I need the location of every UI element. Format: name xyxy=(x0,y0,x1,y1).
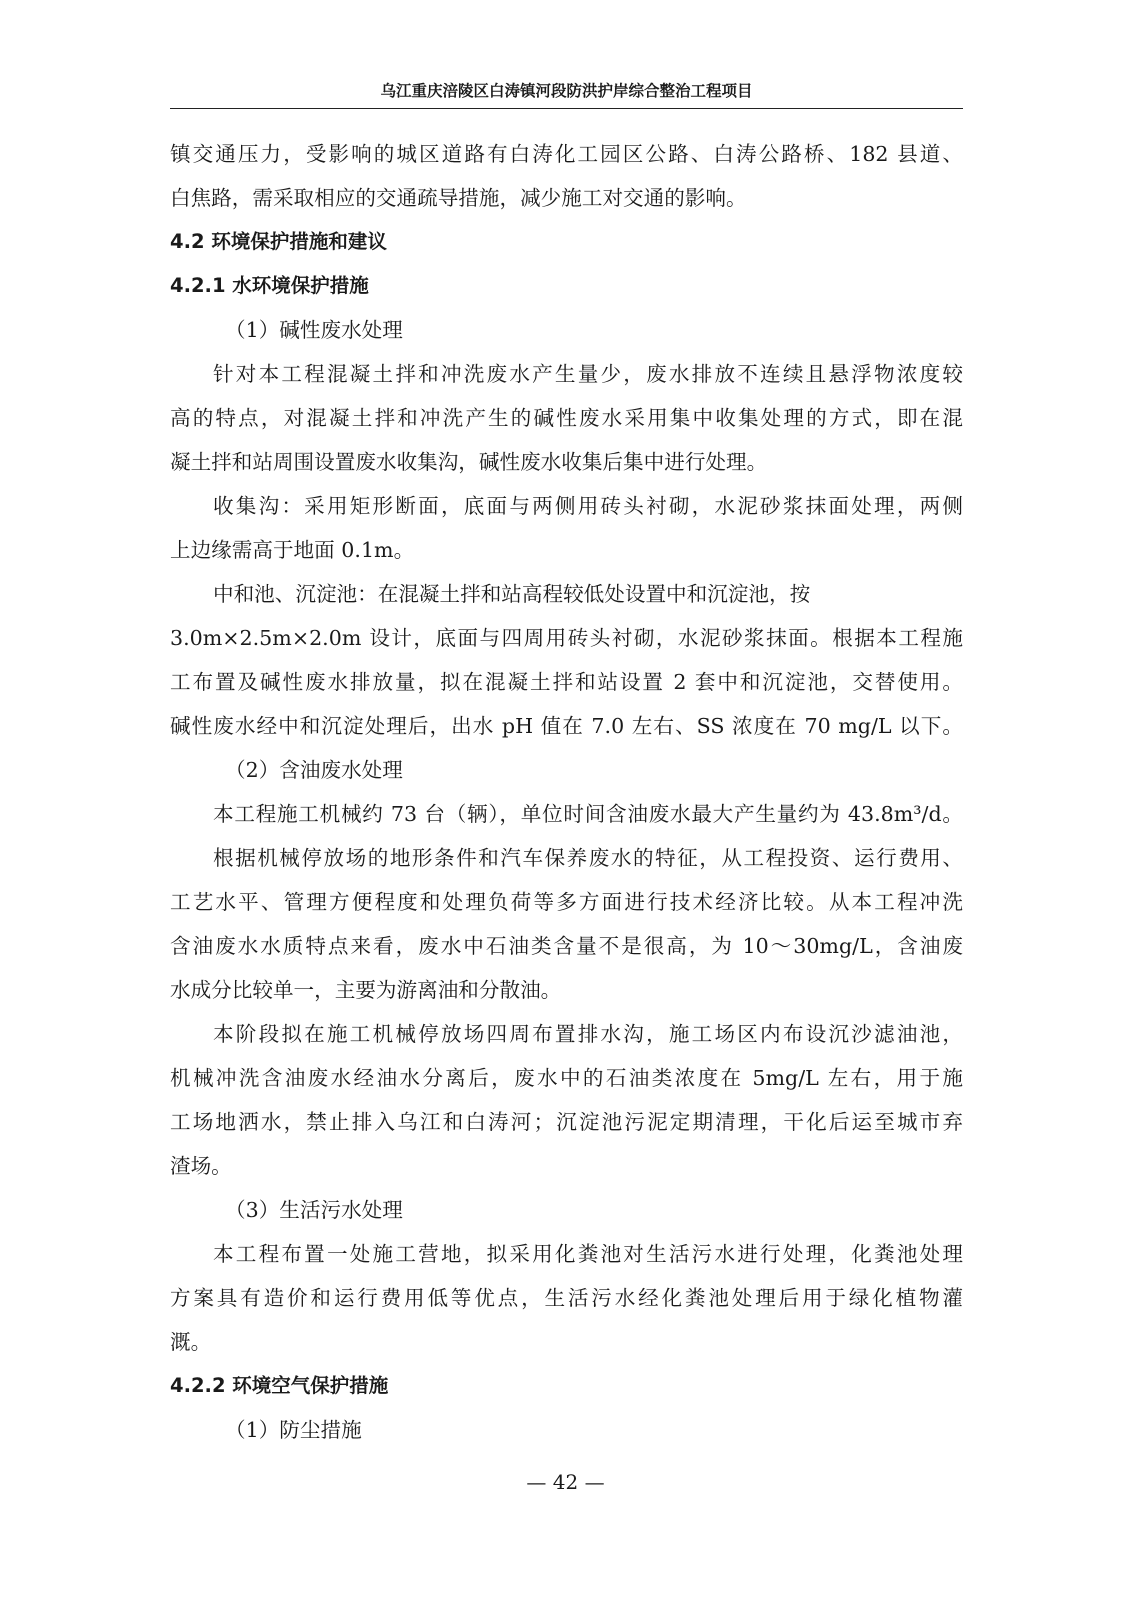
paragraph-line: 渣场。 xyxy=(170,1154,232,1178)
document-body xyxy=(170,132,963,1452)
paragraph-line: 白焦路，需采取相应的交通疏导措施，减少施工对交通的影响。 xyxy=(170,186,747,210)
paragraph-line: 方案具有造价和运行费用低等优点，生活污水经化粪池处理后用于绿化植物灌 xyxy=(170,1286,963,1310)
paragraph-line: 凝土拌和站周围设置废水收集沟，碱性废水收集后集中进行处理。 xyxy=(170,450,768,474)
paragraph-line: 含油废水水质特点来看，废水中石油类含量不是很高，为 10～30mg/L，含油废 xyxy=(170,934,963,958)
paragraph-line: 根据机械停放场的地形条件和汽车保养废水的特征，从工程投资、运行费用、 xyxy=(213,846,963,870)
paragraph-line: 本工程布置一处施工营地，拟采用化粪池对生活污水进行处理，化粪池处理 xyxy=(213,1242,963,1266)
paragraph-line: 中和池、沉淀池：在混凝土拌和站高程较低处设置中和沉淀池，按 xyxy=(213,582,811,606)
paragraph-line: 本工程施工机械约 73 台（辆），单位时间含油废水最大产生量约为 43.8m³/d。 xyxy=(213,802,963,826)
subsection-heading: 4.2.2 环境空气保护措施 xyxy=(170,1374,389,1397)
page-number: — 42 — xyxy=(526,1470,605,1494)
paragraph-line: 碱性废水经中和沉淀处理后，出水 pH 值在 7.0 左右、SS 浓度在 70 mg/L 以下。 xyxy=(170,714,963,738)
paragraph-line: 水成分比较单一，主要为游离油和分散油。 xyxy=(170,978,562,1002)
paragraph-line: 3.0m×2.5m×2.0m 设计，底面与四周用砖头衬砌，水泥砂浆抹面。根据本工程施 xyxy=(170,626,963,650)
paragraph-line: 工布置及碱性废水排放量，拟在混凝土拌和站设置 2 套中和沉淀池，交替使用。 xyxy=(170,670,963,694)
item-heading: （3）生活污水处理 xyxy=(225,1198,403,1222)
paragraph-line: 工艺水平、管理方便程度和处理负荷等多方面进行技术经济比较。从本工程冲洗 xyxy=(170,890,963,914)
item-heading: （1）防尘措施 xyxy=(225,1418,362,1442)
section-heading: 4.2 环境保护措施和建议 xyxy=(170,230,387,253)
page-header xyxy=(170,80,963,109)
paragraph-line: 工场地洒水，禁止排入乌江和白涛河；沉淀池污泥定期清理，干化后运至城市弃 xyxy=(170,1110,963,1134)
subsection-heading: 4.2.1 水环境保护措施 xyxy=(170,274,369,297)
item-heading: （1）碱性废水处理 xyxy=(225,318,403,342)
paragraph-line: 镇交通压力，受影响的城区道路有白涛化工园区公路、白涛公路桥、182 县道、 xyxy=(170,142,963,166)
paragraph-line: 本阶段拟在施工机械停放场四周布置排水沟，施工场区内布设沉沙滤油池， xyxy=(213,1022,963,1046)
item-heading: （2）含油废水处理 xyxy=(225,758,403,782)
paragraph-line: 机械冲洗含油废水经油水分离后，废水中的石油类浓度在 5mg/L 左右，用于施 xyxy=(170,1066,963,1090)
header-title: 乌江重庆涪陵区白涛镇河段防洪护岸综合整治工程项目 xyxy=(380,82,753,100)
paragraph-line: 溉。 xyxy=(170,1330,212,1354)
paragraph-line: 上边缘需高于地面 0.1m。 xyxy=(170,538,415,562)
paragraph-line: 针对本工程混凝土拌和冲洗废水产生量少，废水排放不连续且悬浮物浓度较 xyxy=(213,362,963,386)
paragraph-line: 高的特点，对混凝土拌和冲洗产生的碱性废水采用集中收集处理的方式，即在混 xyxy=(170,406,963,430)
paragraph-line: 收集沟：采用矩形断面，底面与两侧用砖头衬砌，水泥砂浆抹面处理，两侧 xyxy=(213,494,963,518)
